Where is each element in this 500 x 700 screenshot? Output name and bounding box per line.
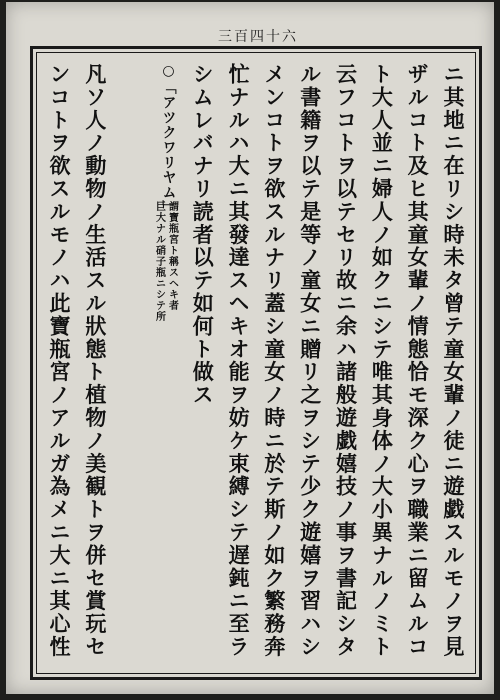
annotation-heading: ○「アツクワリヤム」 — [160, 63, 177, 215]
text-column-3: ト大人並ニ婦人ノ如クニシテ唯其身体ノ大小異ナルノミト — [369, 63, 395, 659]
text-column-5: ル書籍ヲ以テ是等ノ童女ニ贈リ之ヲシテ少ク遊嬉ヲ習ハシ — [297, 63, 323, 659]
book-page — [6, 2, 494, 694]
text-column-10: ンコトヲ欲スルモノハ此寶瓶宮ノアルガ為メニ大ニ其心性 — [47, 63, 72, 659]
annotation-column — [150, 63, 182, 667]
text-column-8: シムレバナリ読者以テ如何ト做ス — [190, 63, 216, 407]
text-column-2: ザルコト及ヒ其童女輩ノ情態恰モ深ク心ヲ職業ニ留ムルコ — [405, 63, 431, 659]
text-frame — [30, 46, 482, 680]
vertical-text-body — [41, 63, 471, 667]
annotation-line-left: 謂寶瓶宮ト稱スヘキ者 — [166, 201, 178, 311]
text-column-1: ニ其地ニ在リシ時未タ曾テ童女輩ノ徒ニ遊戯スルモノヲ見 — [440, 63, 466, 659]
text-column-6: メンコトヲ欲スルナリ蓋シ童女ノ時ニ於テ斯ノ如ク繁務奔 — [261, 63, 287, 659]
text-column-4: 云フコトヲ以テセリ故ニ余ハ諸般遊戯嬉技ノ事ヲ書記シタ — [333, 63, 359, 659]
page-number: 三百四十六 — [218, 29, 298, 45]
text-column-9: 凡ソ人ノ動物ノ生活スル狀態ト植物ノ美観トヲ併セ賞玩セ — [82, 63, 108, 659]
text-column-7: 忙ナルハ大ニ其發達スヘキオ能ヲ妨ケ束縛シテ遅鈍ニ至ラ — [226, 63, 252, 659]
annotation-line-right: 巨大ナル硝子瓶ニシテ所 — [153, 201, 165, 322]
